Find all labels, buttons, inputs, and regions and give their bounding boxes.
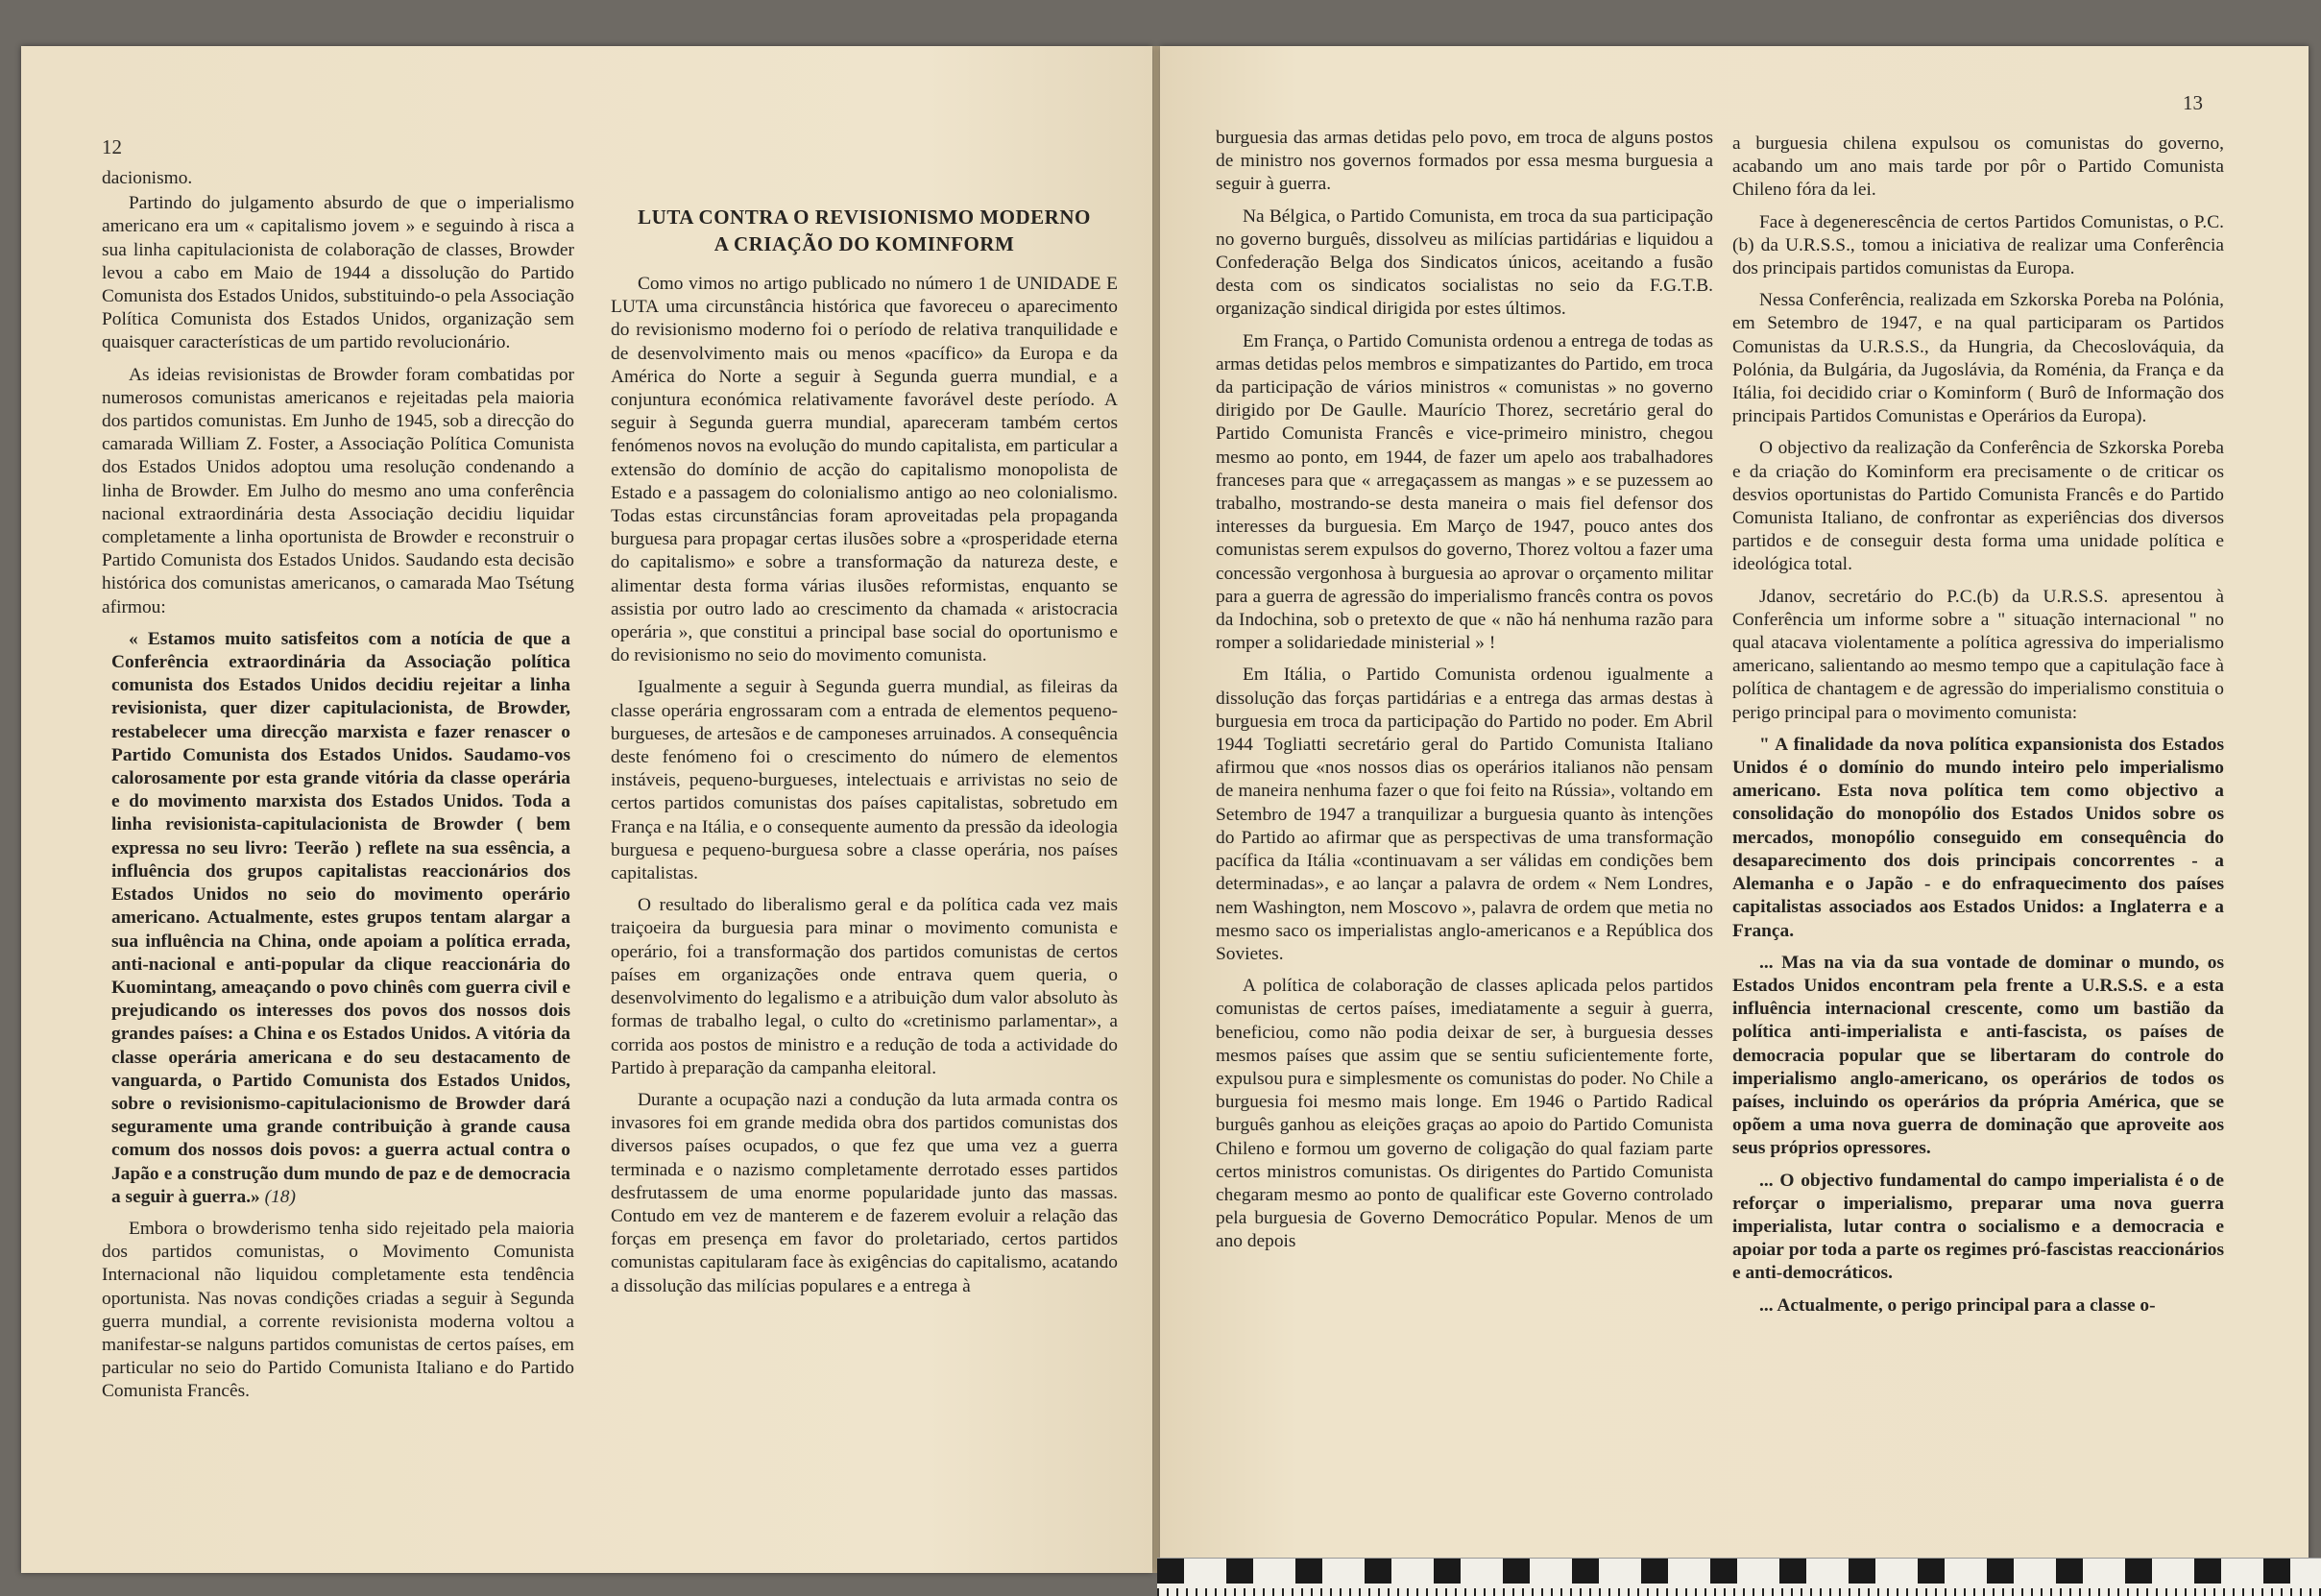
ruler-segment [1295, 1559, 1322, 1584]
ruler-segment [1503, 1559, 1530, 1584]
page-number-left: 12 [102, 135, 122, 158]
paragraph: Na Bélgica, o Partido Comunista, em troca da sua participação no governo burguês, dissolveu as milícias partidárias e liquidou a Confederação Belga dos Sindicatos únicos, aceitando a fusão desta com os sindicatos socialistas no seio da F.G.T.B. organização sindical dirigida por estes últimos. [1216, 206, 1713, 320]
quote-paragraph: " A finalidade da nova política expansionista dos Estados Unidos é o domínio do mundo inteiro pelo imperialismo americano. Esta nova política tem como objectivo a consolidação do monopólio dos Estados Unidos sobre os mercados, monopólio conseguido em consequência do desaparecimento dos dois principais concorrentes - a Alemanha e o Japão - e do enfraquecimento dos países capitalistas associados aos Estados Unidos: a Inglaterra e a França. [1732, 734, 2224, 941]
quote-paragraph: ... Actualmente, o perigo principal para a classe o- [1759, 1294, 2156, 1316]
paragraph: O resultado do liberalismo geral e da política cada vez mais traiçoeira da burguesia para minar o movimento comunista e operário, foi a transformação dos partidos comunistas de certos países em organizações onde entrava quem queria, o desenvolvimento do legalismo e a atribuição dum valor absoluto às formas de trabalho legal, o culto do «cretinismo parlamentar», a corrida aos postos de ministro e a redução de toda a actividade do Partido à preparação da campanha eleitoral. [611, 895, 1118, 1078]
paragraph: Jdanov, secretário do P.C.(b) da U.R.S.S. apresentou à Conferência um informe sobre a " situação internacional " no qual atacava violentamente a política agressiva do imperialismo americano, salientando ao mesmo tempo que a capitulação face à política de chantagem e de agressão do imperialismo constituia o perigo principal para o movimento comunista: [1732, 586, 2224, 723]
heading-line-1: LUTA CONTRA O REVISIONISMO MODERNO [638, 206, 1091, 229]
right-column-1 [1216, 127, 1713, 1263]
paragraph: As ideias revisionistas de Browder foram combatidas por numerosos comunistas americanos e rejeitadas pela maioria dos partidos comunistas. Em Junho de 1945, sob a direcção do camarada William Z. Foster, a Associação Política Comunista dos Estados Unidos adoptou uma resolução condenando a linha de Browder. Em Julho do mesmo ano uma conferência nacional extraordinária desta Associação decidiu liquidar completamente a linha oportunista de Browder e reconstruir o Partido Comunista dos Estados Unidos. Saudando esta decisão histórica dos comunistas americanos, o camarada Mao Tsétung afirmou: [102, 364, 574, 617]
ruler-segment [1987, 1559, 2014, 1584]
paragraph: Nessa Conferência, realizada em Szkorska Poreba na Polónia, em Setembro de 1947, e na qual participaram os Partidos Comunistas da U.R.S.S., da Hungria, da Checoslováquia, da Polónia, da Bulgária, da Jugoslávia, da Roménia, da França e da Itália, foi decidido criar o Kominform ( Burô de Informação dos principais Partidos Comunistas e Operários da Europa). [1732, 290, 2224, 427]
ruler-segment [2125, 1559, 2152, 1584]
paragraph: Face à degenerescência de certos Partidos Comunistas, o P.C.(b) da U.R.S.S., tomou a iniciativa de realizar uma Conferência dos principais partidos comunistas da Europa. [1732, 211, 2224, 279]
left-column-2 [611, 204, 1118, 1307]
ruler-segment [1572, 1559, 1599, 1584]
section-heading [611, 204, 1118, 257]
ruler-segment [2263, 1559, 2290, 1584]
block-quote [111, 628, 570, 1209]
paragraph: Igualmente a seguir à Segunda guerra mundial, as fileiras da classe operária engrossaram com a entrada de elementos pequeno-burgueses, de artesãos e de camponeses arruinados. A consequência deste fenómeno foi o crescimento do número de elementos instáveis, pequeno-burgueses, intelectuais e arrivistas no seio de certos partidos comunistas dos países capitalistas, sobretudo em França e na Itália, e o consequente aumento da pressão da ideologia burguesa e pequeno-burguesa sobre a classe operária, nos países capitalistas. [611, 677, 1118, 884]
ruler-segment [1157, 1559, 1184, 1584]
left-column-1 [102, 167, 574, 1413]
handwritten-footnote: (18) [264, 1186, 296, 1207]
ruler-segment [1849, 1559, 1875, 1584]
ruler-segment [1779, 1559, 1806, 1584]
ruler-segment [2056, 1559, 2083, 1584]
paragraph: Embora o browderismo tenha sido rejeitado pela maioria dos partidos comunistas, o Movimento Comunista Internacional não liquidou completamente esta tendência oportunista. Nas novas condições criadas a seguir à Segunda guerra mundial, a corrente revisionista moderna voltou a manifestar-se nalguns partidos comunistas de certos países, em particular no seio do Partido Comunista Italiano e do Partido Comunista Francês. [102, 1218, 574, 1402]
page-number-right: 13 [2183, 91, 2203, 114]
right-page [1160, 46, 2309, 1573]
scale-ruler [1157, 1558, 2321, 1596]
paragraph: A política de colaboração de classes aplicada pelos partidos comunistas de certos países, imediatamente a seguir à guerra, beneficiou, como não podia deixar de ser, à burguesia desses mesmos países que assim que se sentiu suficientemente forte, expulsou pura e simplesmente os comunistas do poder. No Chile a burguesia foi mesmo mais longe. Em 1946 o Partido Radical burguês ganhou as eleições graças ao apoio do Partido Comunista Chileno e formou um governo de coligação do qual faziam parte certos ministros comunistas. Os dirigentes do Partido Comunista chegaram mesmo ao ponto de qualificar este Governo controlado pela burguesia de Governo Democrático Popular. Menos de um ano depois [1216, 976, 1713, 1252]
paragraph: Como vimos no artigo publicado no número 1 de UNIDADE E LUTA uma circunstância histórica que favoreceu o aparecimento do revisionismo moderno foi o período de relativa tranquilidade e de desenvolvimento mais ou menos «pacífico» da Europa e da América do Norte a seguir à Segunda guerra mundial, e a conjuntura económica relativamente favorável deste período. A seguir à Segunda guerra mundial, apareceram também certos fenómenos novos na evolução do mundo capitalista, em particular a extensão do domínio de acção do capitalismo monopolista de Estado e a passagem do colonialismo antigo ao neo colonialismo. Todas estas circunstâncias foram aproveitadas pela propaganda burguesa para propagar certas ilusões sobre a «prosperidade eterna do capitalismo» e sobre a transformação da natureza deste, e alimentar desta forma várias ilusões reformistas, enquanto se assistia por outro lado ao crescimento da chamada « aristocracia operária », que constitui a principal base social do oportunismo e do revisionismo no seio do movimento comunista. [611, 274, 1118, 666]
quote-text: « Estamos muito satisfeitos com a notícia de que a Conferência extraordinária da Associação política comunista dos Estados Unidos decidiu rejeitar a linha revisionista, quer dizer capitulacionista, de Browder, restabelecer uma direcção marxista e fazer renascer o Partido Comunista dos Estados Unidos. Saudamo-vos calorosamente por esta grande vitória da classe operária e do movimento marxista dos Estados Unidos. Toda a linha revisionista-capitulacionista de Browder ( bem expressa no seu livro: Teerão ) reflete na sua essência, a influência dos grupos capitalistas reaccionários dos Estados Unidos no seio do movimento operário americano. Actualmente, estes grupos tentam alargar a sua influência na China, onde apoiam a política errada, anti-nacional e anti-popular da clique reaccionária do Kuomintang, ameaçando o povo chinês com guerra civil e prejudicando os interesses dos povos dos nossos dois grandes países: a China e os Estados Unidos. A vitória da classe operária americana e do seu destacamento de vanguarda, o Partido Comunista dos Estados Unidos, sobre o revisionismo-capitulacionismo de Browder dará seguramente uma grande contribuição à grande causa comum dos nossos dois povos: a guerra actual contra o Japão e a construção dum mundo de paz e de democracia a seguir à guerra.» [111, 628, 570, 1207]
ruler-segment [1434, 1559, 1461, 1584]
ruler-segment [1710, 1559, 1737, 1584]
left-page [21, 46, 1152, 1573]
paragraph: Partindo do julgamento absurdo de que o imperialismo americano era um « capitalismo jovem » e seguindo à risca a sua linha capitulacionista de colaboração de classes, Browder levou a cabo em Maio de 1944 a dissolução do Partido Comunista dos Estados Unidos, substituindo-o pela Associação Política Comunista dos Estados Unidos, organização sem quaisquer características de um partido revolucionário. [102, 193, 574, 353]
paragraph: a burguesia chilena expulsou os comunistas do governo, acabando um ano mais tarde por pôr o Partido Comunista Chileno fóra da lei. [1732, 133, 2224, 201]
paragraph: Durante a ocupação nazi a condução da luta armada contra os invasores foi em grande medida obra dos partidos comunistas dos diversos países ocupados, o que fez que uma vez a guerra terminada e o nazismo completamente derrotado esses partidos desfrutassem de uma enorme popularidade junto das massas. Contudo em vez de manterem e de fazerem evoluir a relação das forças em presença em favor do proletariado, certos partidos comunistas capitularam face às exigências do capitalismo, acatando a dissolução das milícias populares e a entrega à [611, 1089, 1118, 1296]
ruler-segment [1226, 1559, 1253, 1584]
paragraph: Em França, o Partido Comunista ordenou a entrega de todas as armas detidas pelos membros e simpatizantes do Partido, em troca da participação de vários ministros « comunistas » no governo dirigido por De Gaulle. Maurício Thorez, secretário geral do Partido Comunista Francês e vice-primeiro ministro, chegou mesmo ao ponto, em 1944, de fazer um apelo aos trabalhadores franceses para que « arregaçassem as mangas » e se puzessem ao trabalho, mostrando-se desta maneira o mais fiel defensor dos interesses da burguesia. Em Março de 1947, pouco antes dos comunistas serem expulsos do governo, Thorez voltou a fazer uma concessão vergonhosa à burguesia ao aprovar o orçamento militar para a guerra de agressão do imperialismo francês contra os povos da Indochina, sob o pretexto de que « não há nenhuma razão para romper a solidariedade ministerial » ! [1216, 330, 1713, 654]
heading-line-2: A CRIAÇÃO DO KOMINFORM [713, 232, 1015, 255]
paragraph: Em Itália, o Partido Comunista ordenou igualmente a dissolução das forças partidárias e a entrega das armas destas à burguesia em troca da participação do Partido no poder. Em Abril 1944 Togliatti secretário geral do Partido Comunista Italiano afirmou que «nos nossos dias os operários italianos não pensam de maneira nenhuma fazer o que foi feito na Rússia», voltando em Setembro de 1947 a tranquilizar a burguesia quanto às intenções do Partido ao afirmar que as perspectivas de uma transformação pacífica da Itália «continuavam a ser válidas em condições bem determinadas», e ao lançar a palavra de ordem « Nem Londres, nem Washington, nem Moscovo », palavra de ordem que metia no mesmo saco os imperialistas anglo-americanos e a República dos Sovietes. [1216, 665, 1713, 964]
paragraph: O objectivo da realização da Conferência de Szkorska Poreba e da criação do Kominform era precisamente o de criticar os desvios oportunistas do Partido Comunista Francês e do Partido Comunista Italiano, de confrontar as experiências dos diversos partidos e de conseguir desta forma uma unidade política e ideológica total. [1732, 438, 2224, 575]
ruler-segment [2194, 1559, 2221, 1584]
quote-paragraph: ... Mas na via da sua vontade de dominar o mundo, os Estados Unidos encontram pela frente a U.R.S.S. e a esta influência internacional crescente, como um bastião da política anti-imperialista e anti-fascista, os países de democracia popular que se libertaram do controle do imperialismo anglo-americano, os operários de todos os países, incluindo os operários da própria América, que se opõem a uma nova guerra de dominação que aproveite aos seus próprios opressores. [1732, 952, 2224, 1159]
paragraph: burguesia das armas detidas pelo povo, em troca de alguns postos de ministro nos governos formados por essa mesma burguesia a seguir à guerra. [1216, 128, 1713, 195]
quote-paragraph: ... O objectivo fundamental do campo imperialista é o de reforçar o imperialismo, preparar uma nova guerra imperialista, lutar contra o socialismo e a democracia e apoiar por toda a parte os regimes pró-fascistas reaccionários e anti-democráticos. [1732, 1170, 2224, 1284]
ruler-segment [1365, 1559, 1391, 1584]
right-column-2 [1732, 133, 2224, 1326]
ruler-segment [1641, 1559, 1668, 1584]
ruler-segment [1918, 1559, 1945, 1584]
paragraph: dacionismo. [102, 168, 193, 188]
